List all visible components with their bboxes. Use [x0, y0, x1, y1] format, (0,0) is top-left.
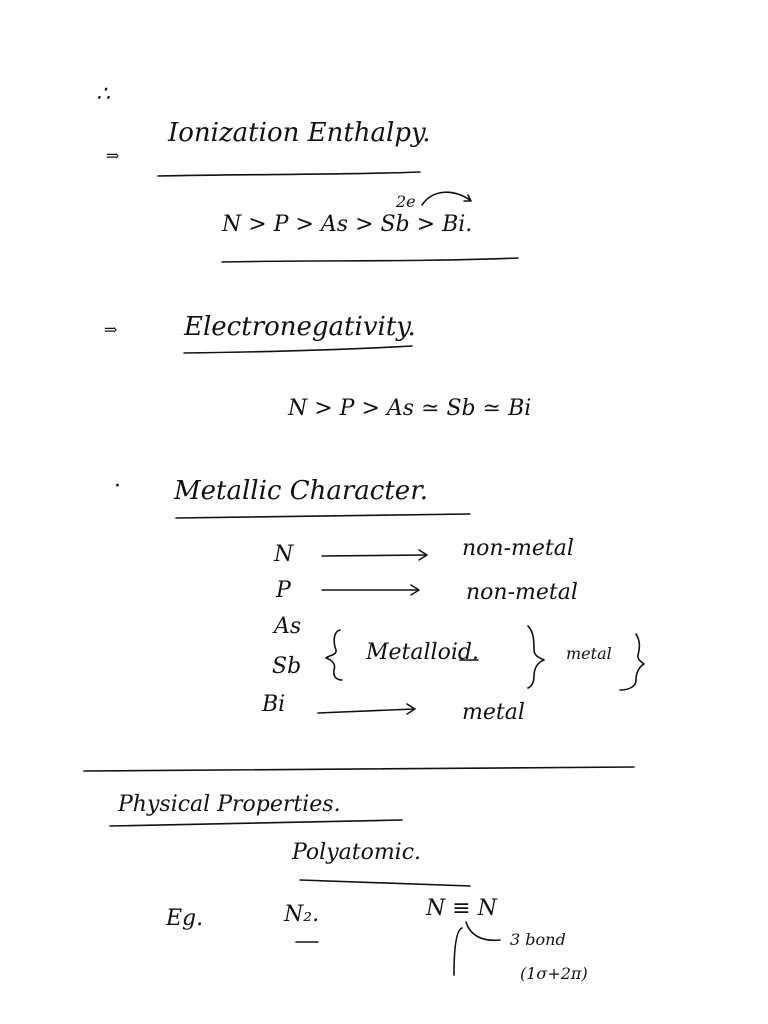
electronegativity-bullet: ⇒ — [104, 320, 118, 339]
arrow-n — [322, 555, 426, 556]
group-brace-left — [528, 626, 544, 688]
eg-label: Eg. — [166, 906, 204, 931]
bond-note: 3 bond — [510, 930, 566, 949]
bond-formula: N ≡ N — [426, 896, 497, 921]
label-n: non-metal — [462, 536, 574, 561]
ionization-series-underline — [222, 258, 518, 262]
label-bi: metal — [462, 700, 525, 725]
metallic-bullet: · — [114, 474, 121, 499]
metallic-underline — [176, 514, 470, 518]
bond-bracket — [454, 928, 462, 975]
ionization-title-underline — [158, 172, 420, 176]
metalloid-brace — [326, 630, 342, 680]
bond-detail: (1σ+2π) — [520, 964, 588, 983]
label-p: non-metal — [466, 580, 578, 605]
ionization-bullet: ⇒ — [106, 146, 120, 165]
arrow-p-head — [411, 585, 419, 595]
section-divider — [84, 767, 634, 771]
physical-underline — [110, 820, 402, 826]
metal-bracket-label: metal — [566, 644, 612, 663]
ionization-arrowhead — [464, 195, 471, 201]
metallic-title: Metallic Character. — [174, 476, 429, 506]
arrow-n-head — [419, 550, 427, 560]
molecule-formula: N₂. — [284, 902, 320, 927]
element-sb: Sb — [272, 654, 302, 679]
electronegativity-underline — [184, 346, 412, 353]
metalloid-label: Metalloid. — [366, 640, 479, 665]
polyatomic-underline — [300, 880, 470, 886]
element-n: N — [274, 542, 294, 567]
polyatomic-subtitle: Polyatomic. — [292, 840, 422, 865]
ionization-arrow — [422, 192, 470, 205]
ionization-title: Ionization Enthalpy. — [168, 118, 431, 148]
electronegativity-title: Electronegativity. — [184, 312, 416, 342]
therefore-mark: ∴ — [96, 82, 110, 107]
ionization-annotation: 2e — [396, 192, 416, 211]
element-as: As — [274, 614, 302, 639]
bond-curve — [466, 922, 500, 940]
arrow-bi — [318, 709, 414, 713]
group-brace-right — [620, 634, 644, 690]
arrow-bi-head — [407, 704, 415, 714]
physical-title: Physical Properties. — [118, 792, 341, 817]
element-bi: Bi — [262, 692, 286, 717]
electronegativity-series: N > P > As ≃ Sb ≃ Bi — [288, 396, 532, 421]
element-p: P — [276, 578, 291, 603]
ionization-series: N > P > As > Sb > Bi. — [222, 212, 473, 237]
